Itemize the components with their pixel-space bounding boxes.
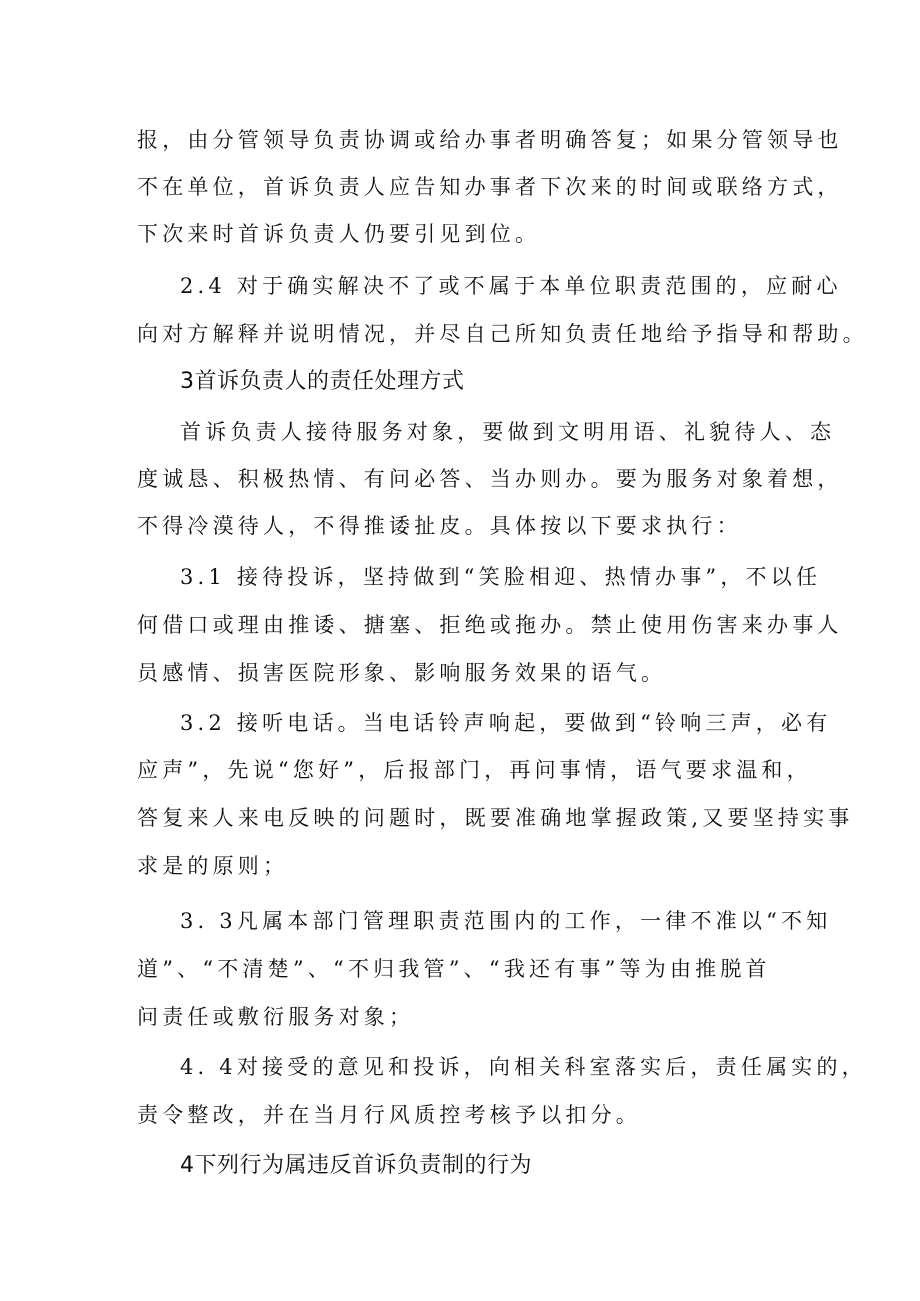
paragraph-line: 求是的原则； [137, 854, 289, 878]
paragraph-line: 何借口或理由推诿、搪塞、拒绝或拖办。禁止使用伤害来办事人 [137, 613, 843, 637]
paragraph-line: 报，由分管领导负责协调或给办事者明确答复；如果分管领导也 [137, 128, 843, 152]
paragraph-line: 向对方解释并说明情况，并尽自己所知负责任地给予指导和帮助。 [137, 322, 868, 346]
paragraph-line: 度诚恳、积极热情、有问必答、当办则办。要为服务对象着想， [137, 467, 843, 491]
section-heading: 3首诉负责人的责任处理方式 [180, 369, 465, 394]
paragraph-line: 员感情、损害医院形象、影响服务效果的语气。 [137, 661, 667, 685]
paragraph-line: 3.2 接听电话。当电话铃声响起，要做到“铃响三声，必有 [180, 711, 832, 735]
paragraph-line: 4. 4对接受的意见和投诉，向相关科室落实后，责任属实的， [180, 1055, 867, 1079]
paragraph-line: 不得冷漠待人，不得推诿扯皮。具体按以下要求执行： [137, 514, 742, 538]
section-heading: 4下列行为属违反首诉负责制的行为 [180, 1153, 532, 1178]
paragraph-line: 答复来人来电反映的问题时，既要准确地掌握政策,又要坚持实事 [137, 806, 854, 830]
paragraph-line: 2.4 对于确实解决不了或不属于本单位职责范围的，应耐心 [180, 274, 842, 298]
paragraph-line: 道”、“不清楚”、“不归我管”、“我还有事”等为由推脱首 [137, 957, 771, 981]
paragraph-line: 首诉负责人接待服务对象，要做到文明用语、礼貌待人、态 [180, 420, 836, 444]
paragraph-line: 3.1 接待投诉，坚持做到“笑脸相迎、热情办事”，不以任 [180, 565, 822, 589]
paragraph-line: 不在单位，首诉负责人应告知办事者下次来的时间或联络方式， [137, 175, 843, 199]
paragraph-line: 3. 3凡属本部门管理职责范围内的工作，一律不准以“不知 [180, 909, 832, 933]
paragraph-line: 下次来时首诉负责人仍要引见到位。 [137, 222, 541, 246]
paragraph-line: 问责任或敷衍服务对象； [137, 1005, 415, 1029]
paragraph-line: 责令整改，并在当月行风质控考核予以扣分。 [137, 1103, 641, 1127]
paragraph-line: 应声”，先说“您好”，后报部门，再问事情，语气要求温和， [137, 758, 812, 782]
